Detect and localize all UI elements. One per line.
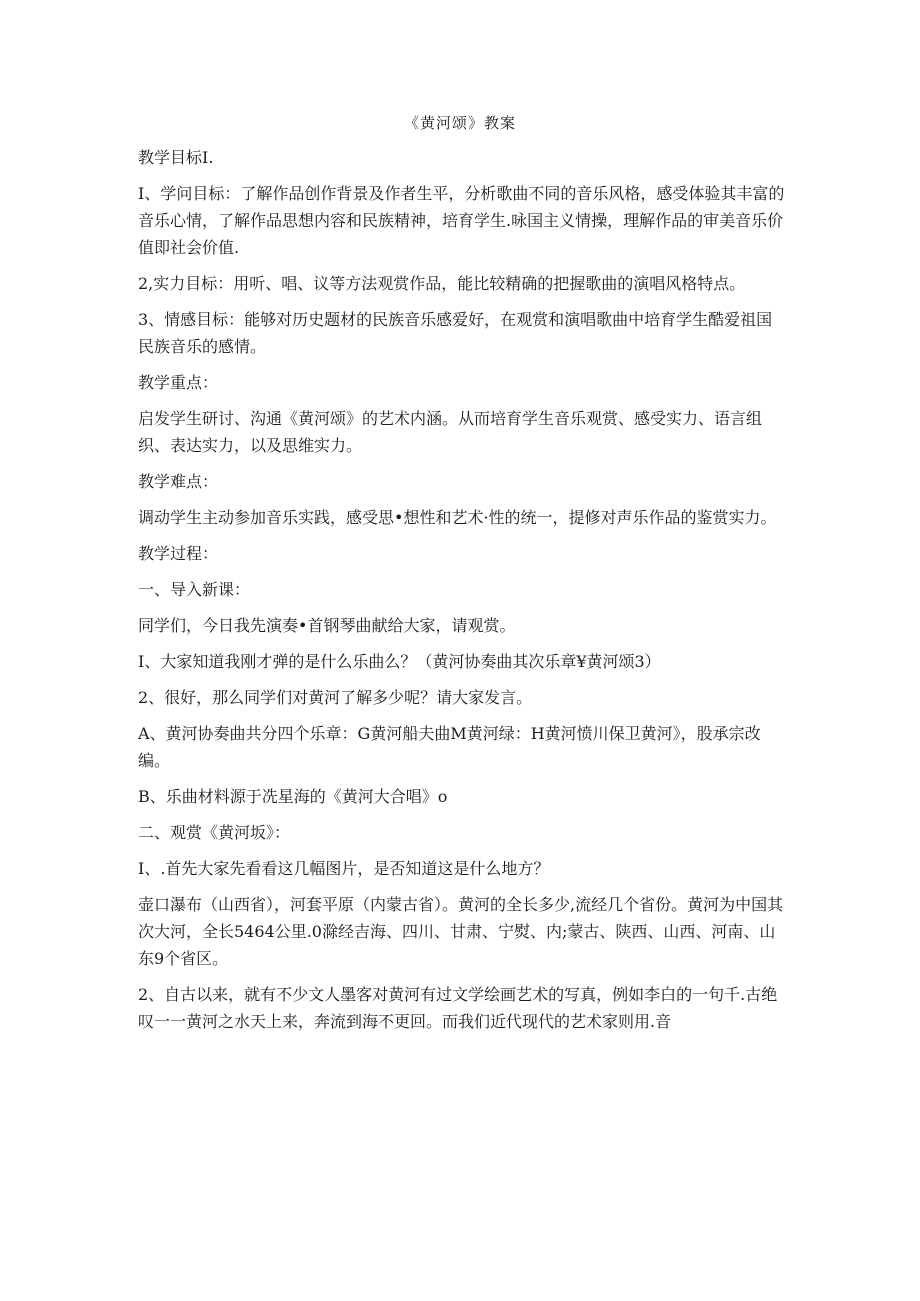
- paragraph: 教学重点：: [138, 373, 219, 392]
- paragraph: 教学过程：: [138, 544, 219, 563]
- paragraph: 壶口瀑布（山西省），河套平原（内蒙古省）。黄河的全长多少,流经几个省份。黄河为中国其次大河，全长5464公里.0滁经吉海、四川、甘肃、宁熨、内;蒙古、陕西、山西、河南、山东9个省区。: [138, 895, 784, 968]
- paragraph: I、.首先大家先看看这几幅图片，是否知道这是什么地方？: [138, 859, 550, 878]
- paragraph: 启发学生研讨、沟通《黄河颂》的艺术内涵。从而培育学生音乐观赏、感受实力、语言组织、表达实力，以及思维实力。: [138, 409, 763, 455]
- paragraph: 教学目标I.: [138, 148, 214, 167]
- paragraph: 二、观赏《黄河坂》：: [138, 823, 291, 842]
- paragraph: A、黄河协奏曲共分四个乐章：G黄河船夫曲M黄河绿：H黄河愤川保卫黄河》，股承宗改编。: [138, 724, 761, 770]
- paragraph: 3、情感目标：能够对历史题材的民族音乐感爱好，在观赏和演唱歌曲中培育学生酷爱祖国民族音乐的感情。: [138, 310, 773, 356]
- paragraph: 2、自古以来，就有不少文人墨客对黄河有过文学绘画艺术的写真，例如李白的一句千.古绝叹一一黄河之水天上来，奔流到海不更回。而我们近代现代的艺术家则用.音: [138, 985, 778, 1031]
- paragraph: 教学难点：: [138, 472, 219, 491]
- document-body: [138, 144, 788, 1044]
- paragraph: I、学问目标：了解作品创作背景及作者生平，分析歌曲不同的音乐风格，感受体验其丰富的音乐心情，了解作品思想内容和民族精神，培育学生.咏国主义情操，理解作品的审美音乐价值即社会价值.: [138, 184, 785, 257]
- paragraph: 2、很好，那么同学们对黄河了解多少呢？请大家发言。: [138, 688, 533, 707]
- paragraph: 同学们，今日我先演奏•首钢琴曲献给大家，请观赏。: [138, 616, 516, 635]
- paragraph: 调动学生主动参加音乐实践，感受思•想性和艺术·性的统一，提修对声乐作品的鉴赏实力。: [138, 508, 777, 527]
- paragraph: I、大家知道我刚才弹的是什么乐曲么？（黄河协奏曲其次乐章¥黄河颂3）: [138, 652, 661, 671]
- document-title: 《黄河颂》教案: [403, 114, 516, 132]
- paragraph: 2,实力目标：用听、唱、议等方法观赏作品，能比较精确的把握歌曲的演唱风格特点。: [138, 274, 746, 293]
- paragraph: B、乐曲材料源于冼星海的《黄河大合唱》o: [138, 787, 448, 806]
- paragraph: 一、导入新课：: [138, 580, 251, 599]
